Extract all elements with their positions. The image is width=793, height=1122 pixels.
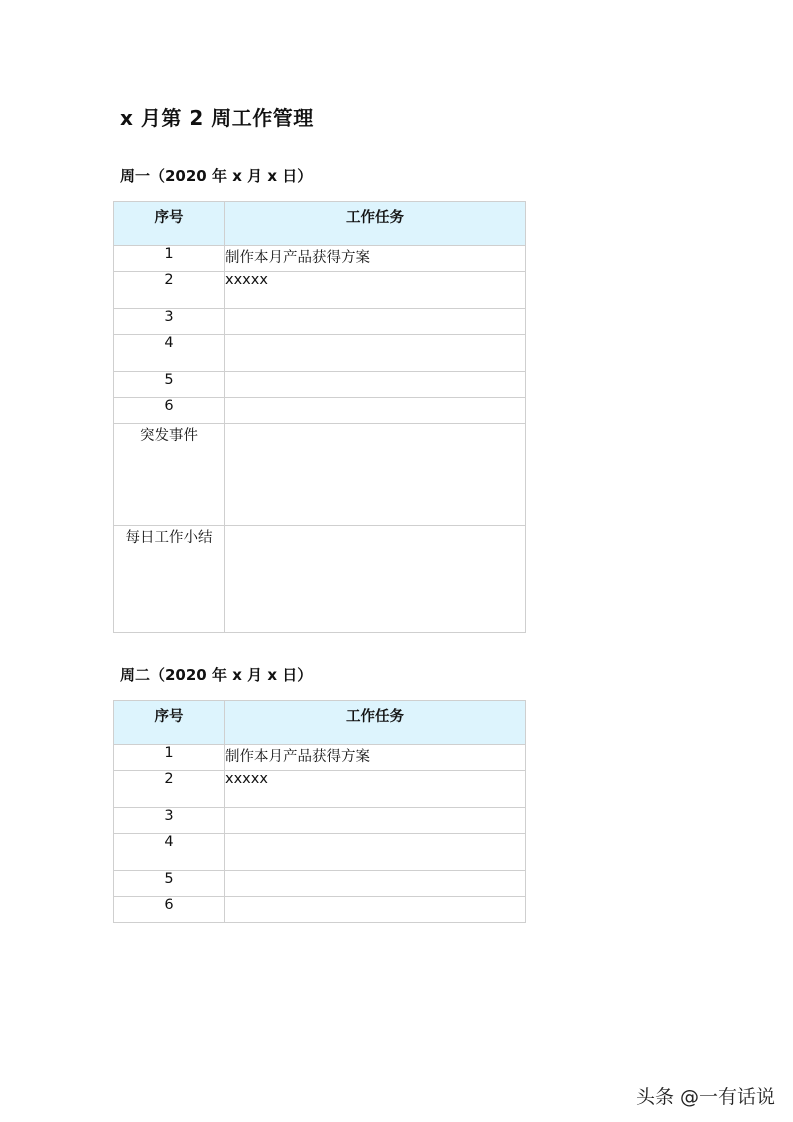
table-row (114, 745, 526, 771)
row-task (225, 424, 526, 526)
row-task (225, 398, 526, 424)
table-row (114, 272, 526, 309)
row-num: 4 (114, 335, 225, 372)
row-num: 2 (114, 771, 225, 808)
row-num: 6 (114, 897, 225, 923)
row-num: 突发事件 (114, 424, 225, 526)
monday-task-table (113, 201, 526, 633)
page-title: x 月第 2 周工作管理 (120, 106, 314, 130)
row-num: 每日工作小结 (114, 526, 225, 633)
row-task (225, 897, 526, 923)
row-task: xxxxx (225, 272, 526, 309)
row-num: 6 (114, 398, 225, 424)
table-row (114, 834, 526, 871)
row-task (225, 834, 526, 871)
table-header-row (114, 202, 526, 246)
table-row-daily-summary (114, 526, 526, 633)
row-num: 5 (114, 871, 225, 897)
table-row (114, 372, 526, 398)
tuesday-task-table (113, 700, 526, 923)
row-task: xxxxx (225, 771, 526, 808)
row-task (225, 526, 526, 633)
row-task (225, 372, 526, 398)
header-num: 序号 (114, 701, 225, 745)
row-num: 2 (114, 272, 225, 309)
table-header-row (114, 701, 526, 745)
table-row-incidents (114, 424, 526, 526)
table-row (114, 808, 526, 834)
row-task (225, 335, 526, 372)
section-heading-tuesday: 周二（2020 年 x 月 x 日） (120, 666, 313, 684)
header-task: 工作任务 (225, 202, 526, 246)
header-num: 序号 (114, 202, 225, 246)
header-task: 工作任务 (225, 701, 526, 745)
table-row (114, 871, 526, 897)
row-num: 3 (114, 808, 225, 834)
row-num: 5 (114, 372, 225, 398)
row-task: 制作本月产品获得方案 (225, 246, 526, 272)
row-task (225, 808, 526, 834)
watermark: 头条 @一有话说 (635, 1086, 775, 1108)
row-num: 1 (114, 745, 225, 771)
row-task (225, 309, 526, 335)
table-row (114, 398, 526, 424)
row-num: 3 (114, 309, 225, 335)
table-row (114, 246, 526, 272)
table-row (114, 309, 526, 335)
table-row (114, 335, 526, 372)
row-num: 4 (114, 834, 225, 871)
row-task (225, 871, 526, 897)
table-row (114, 897, 526, 923)
row-num: 1 (114, 246, 225, 272)
row-task: 制作本月产品获得方案 (225, 745, 526, 771)
table-row (114, 771, 526, 808)
section-heading-monday: 周一（2020 年 x 月 x 日） (120, 167, 313, 185)
